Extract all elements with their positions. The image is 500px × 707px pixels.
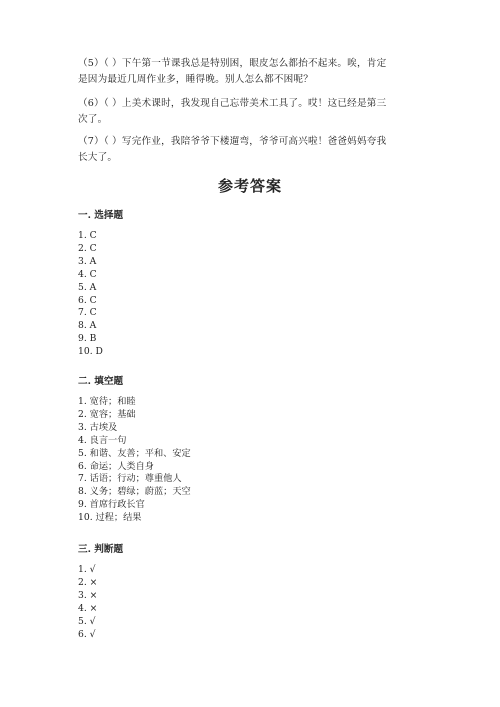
question-line: 次了。 (78, 114, 108, 125)
answer-item: 9. B (78, 333, 97, 345)
answer-item: 6. C (78, 294, 97, 306)
answer-list-choice (78, 230, 103, 359)
answer-item: 6. √ (78, 628, 96, 640)
question-line: （5）（ ）下午第一节课我总是特别困，眼皮怎么都抬不起来。唉，肯定 (78, 58, 387, 69)
section-heading-choice: 一. 选择题 (78, 210, 124, 221)
question-line: 是因为最近几周作业多，睡得晚。别人怎么都不困呢？ (78, 74, 314, 85)
answer-item: 4. 良言一句 (78, 434, 127, 446)
answer-item: 4. C (78, 268, 97, 280)
answer-item: 5. 和谐、友善；平和、安定 (78, 447, 191, 459)
answer-item: 7. 话语；行动；尊重他人 (78, 473, 182, 485)
question-line: （6）（ ）上美术课时，我发现自己忘带美术工具了。哎！这已经是第三 (78, 98, 387, 109)
answer-item: 8. 义务；碧绿；蔚蓝；天空 (78, 486, 191, 498)
answer-item: 2. C (78, 242, 97, 254)
answer-item: 3. × (78, 589, 98, 601)
answer-item: 3. A (78, 255, 97, 267)
answer-item: 5. A (78, 281, 97, 293)
answer-item: 1. C (78, 230, 97, 241)
answer-item: 6. 命运；人类自身 (78, 460, 154, 472)
question-6 (78, 96, 426, 128)
answer-list-judge (78, 564, 97, 641)
answer-item: 3. 古埃及 (78, 421, 118, 433)
section-heading-judge: 三. 判断题 (78, 544, 124, 555)
answer-list-fill (78, 396, 191, 525)
question-7 (78, 134, 426, 166)
answer-item: 9. 首席行政长官 (78, 499, 145, 511)
question-5 (78, 56, 426, 88)
answer-item: 5. √ (78, 615, 96, 627)
answer-item: 10. 过程；结果 (78, 512, 142, 524)
answer-item: 4. × (78, 602, 98, 614)
question-line: （7）（ ）写完作业，我陪爷爷下楼遛弯，爷爷可高兴啦！爸爸妈妈夸我 (78, 136, 387, 147)
answer-title: 参考答案 (217, 177, 282, 195)
answer-item: 10. D (78, 346, 103, 358)
answer-item: 7. C (78, 307, 97, 319)
question-line: 长大了。 (78, 152, 118, 163)
answer-item: 1. √ (78, 564, 96, 575)
answer-item: 2. 宽容；基础 (78, 408, 136, 420)
answer-item: 8. A (78, 320, 97, 332)
answer-item: 1. 宽待；和睦 (78, 396, 136, 407)
answer-item: 2. × (78, 576, 98, 588)
section-heading-fill: 二. 填空题 (78, 376, 124, 387)
